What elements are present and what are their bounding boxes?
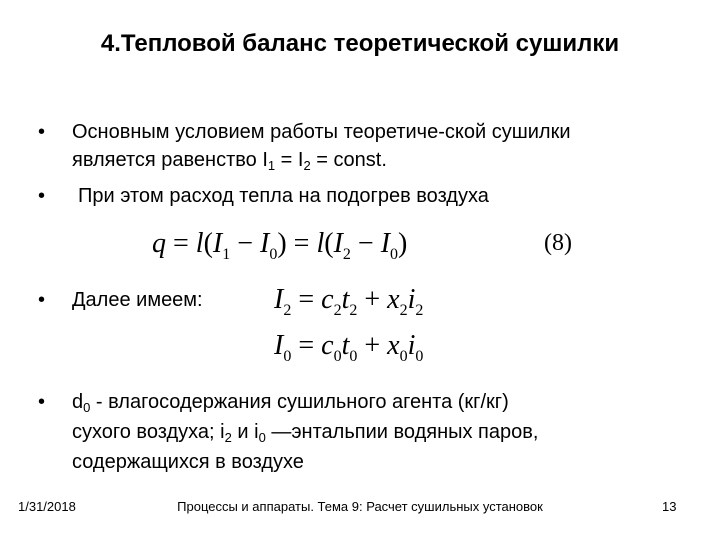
bullet-1	[38, 118, 698, 178]
footer-date: 1/31/2018	[18, 499, 76, 514]
formula-number: (8)	[544, 230, 572, 256]
enthalpy-formula-i0: $I_0 = c_0t_0 + x_0i_0$	[274, 330, 424, 365]
bullet-4-line-2	[72, 418, 538, 452]
bullet-marker: •	[38, 391, 46, 413]
bullet-marker: •	[38, 289, 46, 311]
bullet-4-line-2-pre: сухого воздуха; i	[72, 421, 225, 443]
bullet-marker: •	[38, 185, 46, 207]
enthalpy-formula-i2: $I_2 = c_2t_2 + x_2i_2$	[274, 284, 424, 319]
subscript: 0	[83, 400, 91, 415]
bullet-3-text: Далее имеем:	[72, 289, 203, 311]
slide-title: 4.Тепловой баланс теоретической сушилки	[100, 30, 620, 57]
subscript: 0	[258, 430, 266, 445]
subscript: 2	[303, 158, 311, 173]
bullet-1-line-2-text: является равенство I	[72, 149, 268, 171]
heat-balance-formula: $q = l(I_1 - I_0) = l(I_2 - I_0)$	[152, 228, 408, 263]
bullet-4-line-2-post: —энтальпии водяных паров,	[265, 421, 539, 443]
bullet-4-line-2-mid: и i	[231, 421, 259, 443]
bullet-2-text: При этом расход тепла на подогрев воздуха	[78, 185, 489, 207]
bullet-4-line-3: содержащихся в воздухе	[72, 451, 304, 473]
bullet-4-line-1	[72, 388, 509, 422]
bullet-1-line-2	[72, 146, 387, 180]
footer-course: Процессы и аппараты. Тема 9: Расчет сушильных установок	[177, 499, 543, 514]
bullet-marker: •	[38, 121, 46, 143]
bullet-1-line-1: Основным условием работы теоретиче-ской сушилки	[72, 121, 571, 143]
bullet-4-symbol: d	[72, 391, 84, 413]
bullet-4-line-1-text: - влагосодержания сушильного агента (кг/кг)	[90, 391, 509, 413]
subscript: 2	[224, 430, 232, 445]
bullet-2	[38, 182, 698, 212]
bullet-1-line-2-post: = const.	[310, 149, 387, 171]
bullet-4	[38, 388, 698, 478]
subscript: 1	[267, 158, 276, 173]
bullet-1-line-2-mid: = I	[275, 149, 304, 171]
footer-page-number: 13	[662, 499, 677, 514]
